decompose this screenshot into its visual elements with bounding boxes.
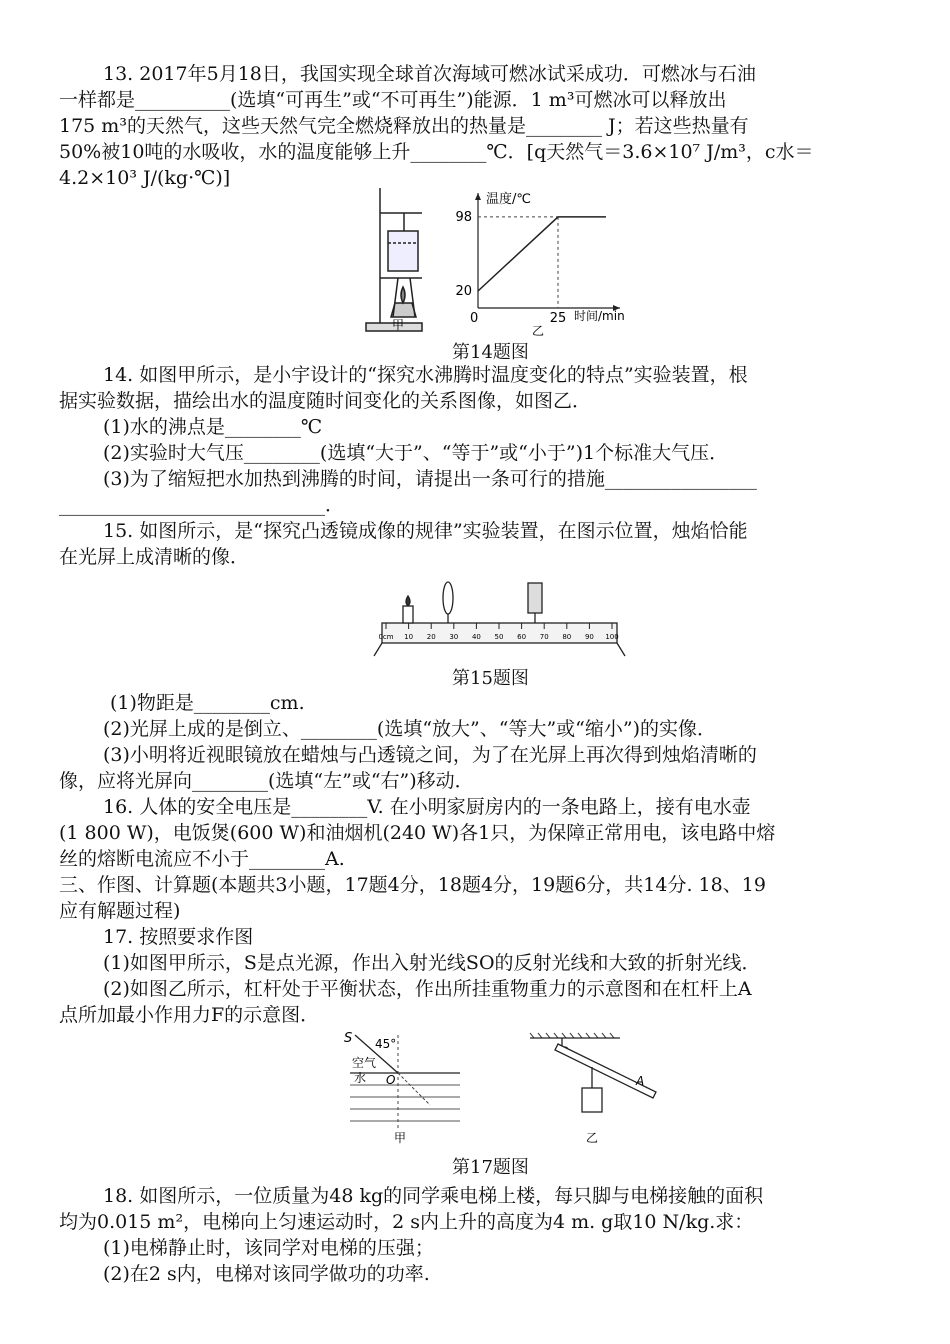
light-screen [528,583,542,613]
q13-line-2: 一样都是__________(选填“可再生”或“不可再生”)能源．1 m³可燃冰可以释放出 [59,89,727,111]
chart-xlabel: 时间/min [574,309,625,323]
q17-line-2: (1)如图甲所示，S是点光源，作出入射光线SO的反射光线和大致的折射光线． [103,952,761,974]
q18-line-4: (2)在2 s内，电梯对该同学做功的功率. [103,1263,430,1285]
ruler-label: 40 [471,633,481,641]
fig15-caption: 第15题图 [452,668,529,689]
fig14-caption: 第14题图 [452,342,529,363]
water-label: 水 [354,1071,367,1085]
label-s: S [344,1031,353,1046]
section3-line-2: 应有解题过程) [59,900,181,922]
y-tick-20: 20 [455,284,472,299]
q17-line-3: (2)如图乙所示，杠杆处于平衡状态，作出所挂重物重力的示意图和在杠杆上A [103,978,752,1000]
label-o: O [386,1073,396,1087]
ruler-label: 10 [404,633,414,641]
ruler-label: 80 [562,633,572,641]
q15-sub-3: (3)小明将近视眼镜放在蜡烛与凸透镜之间，为了在光屏上再次得到烛焰清晰的 [103,744,757,766]
fig14-label-yi: 乙 [531,324,545,338]
y-axis-arrow [475,193,481,200]
q14-line-2: 据实验数据，描绘出水的温度随时间变化的关系图像，如图乙． [59,390,592,412]
q16-line-2: (1 800 W)，电饭煲(600 W)和油烟机(240 W)各1只，为保障正常用电，该电路中熔 [59,822,776,844]
lever-diagram [530,1033,656,1112]
q17-line-4: 点所加最小作用力F的示意图． [59,1004,320,1026]
q13-line-1: 13. 2017年5月18日，我国实现全球首次海域可燃冰试采成功．可燃冰与石油 [103,63,756,85]
label-a: A [636,1074,645,1088]
angle-label: 45° [375,1037,397,1051]
ruler-label: 50 [494,633,504,641]
refraction-diagram [344,1031,460,1145]
ruler-label: 60 [517,633,527,641]
section3-line-1: 三、作图、计算题(本题共3小题，17题4分，18题4分，19题6分，共14分. 18、19 [59,874,766,896]
figure-15 [370,578,630,658]
fig17-label-yi: 乙 [585,1131,599,1145]
q14-line-3: (1)水的沸点是________℃ [103,416,323,438]
q14-line-6: ____________________________． [59,494,345,516]
weight-block [582,1088,602,1112]
x-tick-25: 25 [549,311,567,326]
figure-14 [360,183,640,338]
figure-17 [330,1030,660,1145]
q13-line-4: 50%被10吨的水吸收，水的温度能够上升________℃．[q天然气＝3.6×10⁷ J/m³，c水＝ [59,141,814,163]
ruler-label: 0cm [378,633,394,641]
q13-line-3: 175 m³的天然气，这些天然气完全燃烧释放出的热量是________ J；若这些热量有 [59,115,749,137]
q15-line-1: 15. 如图所示，是“探究凸透镜成像的规律”实验装置，在图示位置，烛焰恰能 [103,520,748,542]
q16-line-3: 丝的熔断电流应不小于________A. [59,848,345,870]
bench-leg-left [374,643,382,656]
fig17-label-jia: 甲 [393,1131,407,1145]
bench-leg-right [617,643,625,656]
fig14-label-jia: 甲 [391,318,405,332]
q18-line-3: (1)电梯静止时，该同学对电梯的压强； [103,1237,434,1259]
candle-flame-icon [406,596,410,606]
ruler-label: 100 [605,633,619,641]
q14-line-4: (2)实验时大气压________(选填“大于”、“等于”或“小于”)1个标准大气压． [103,442,729,464]
y-tick-98: 98 [455,209,472,225]
lever-bar [555,1044,656,1098]
q15-line-2: 在光屏上成清晰的像． [59,546,250,568]
ray-extension [398,1073,430,1105]
q16-line-1: 16. 人体的安全电压是________V. 在小明家厨房内的一条电路上，接有电水壶 [103,796,751,818]
x-tick-0: 0 [470,311,479,326]
boiling-apparatus [366,188,422,331]
air-label: 空气 [352,1056,377,1070]
q14-line-5: (3)为了缩短把水加热到沸腾的时间，请提出一条可行的措施________________ [103,468,757,490]
q14-line-1: 14. 如图甲所示，是小宇设计的“探究水沸腾时温度变化的特点”实验装置，根 [103,364,748,386]
q18-line-2: 均为0.015 m²，电梯向上匀速运动时，2 s内上升的高度为4 m. g取10 N/kg.求： [59,1211,754,1233]
temperature-curve [478,217,606,291]
ruler-label: 70 [539,633,549,641]
q15-sub-2: (2)光屏上成的是倒立、________(选填“放大”、“等大”或“缩小”)的实像． [103,718,717,740]
q17-line-1: 17. 按照要求作图 [103,926,254,948]
convex-lens [443,582,453,614]
fig17-caption: 第17题图 [452,1157,529,1178]
chart-ylabel: 温度/℃ [486,192,531,207]
q15-sub-1: (1)物距是________cm. [110,692,305,714]
q13-line-5: 4.2×10³ J/(kg·℃)] [59,167,231,189]
temperature-time-chart [455,191,624,338]
ruler-label: 20 [426,633,436,641]
ruler-label: 30 [449,633,459,641]
candle [403,606,413,623]
q18-line-1: 18. 如图所示，一位质量为48 kg的同学乘电梯上楼，每只脚与电梯接触的面积 [103,1185,764,1207]
ruler-label: 90 [584,633,594,641]
q15-sub-4: 像，应将光屏向________(选填“左”或“右”)移动． [59,770,474,792]
